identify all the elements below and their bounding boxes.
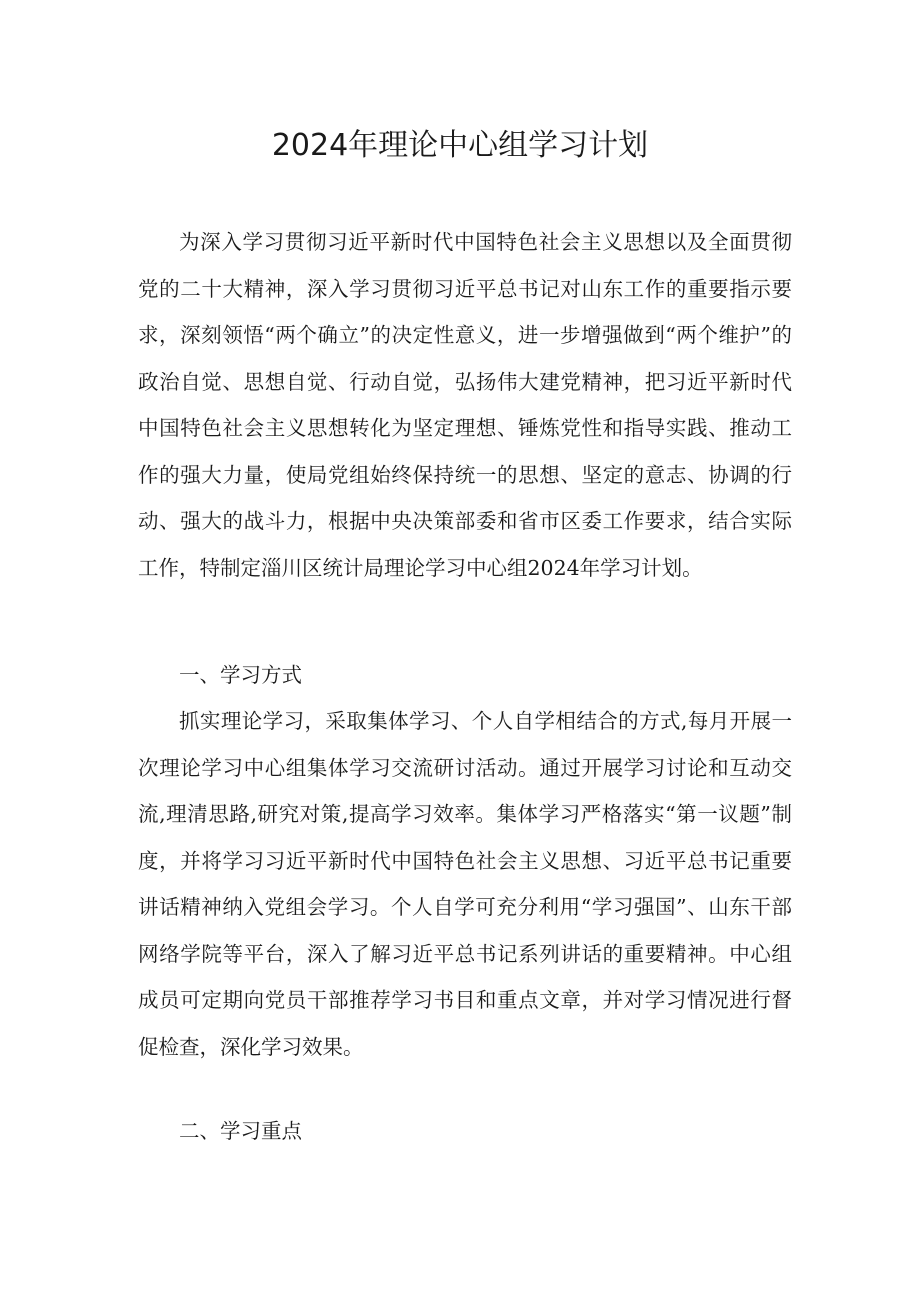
document-title: 2024年理论中心组学习计划 — [271, 128, 649, 163]
section-2-heading: 二、学习重点 — [179, 1119, 302, 1143]
section-1-heading: 一、学习方式 — [179, 663, 302, 687]
intro-paragraph: 为深入学习贯彻习近平新时代中国特色社会主义思想以及全面贯彻党的二十大精神，深入学习贯彻习近平总书记对山东工作的重要指示要求，深刻领悟“两个确立”的决定性意义，进一步增强做到“两个维护”的政治自觉、思想自觉、行动自觉，弘扬伟大建党精神，把习近平新时代中国特色社会主义思想转化为坚定理想、锤炼党性和指导实践、推动工作的强大力量，使局党组始终保持统一的思想、坚定的意志、协调的行动、强大的战斗力，根据中央决策部委和省市区委工作要求，结合实际工作，特制定淄川区统计局理论学习中心组2024年学习计划。 — [138, 230, 792, 580]
section-1-paragraph: 抓实理论学习，采取集体学习、个人自学相结合的方式,每月开展一次理论学习中心组集体学习交流研讨活动。通过开展学习讨论和互动交流,理清思路,研究对策,提高学习效率。集体学习严格落实“第一议题”制度，并将学习习近平新时代中国特色社会主义思想、习近平总书记重要讲话精神纳入党组会学习。个人自学可充分利用“学习强国”、山东干部网络学院等平台，深入了解习近平总书记系列讲话的重要精神。中心组成员可定期向党员干部推荐学习书目和重点文章，并对学习情况进行督促检查，深化学习效果。 — [138, 709, 792, 1059]
